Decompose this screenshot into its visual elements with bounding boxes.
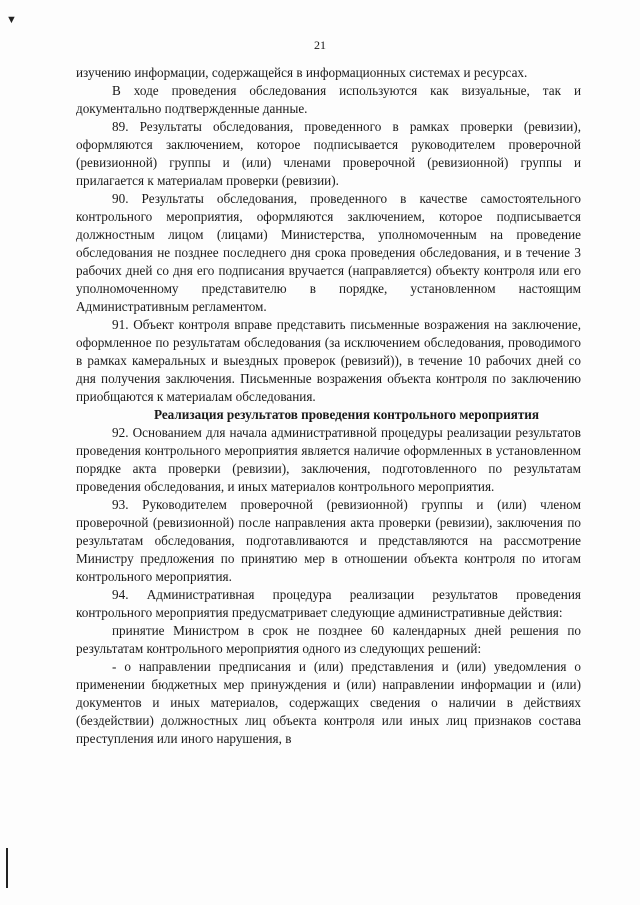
paragraph-93: 93. Руководителем проверочной (ревизионной) группы и (или) членом проверочной (ревизионной) после направления акта проверки (ревизии), заключения по результатам обследования, подготавливаются и представляются на рассмотрение Министру предложения по принятию мер в отношении объекта контроля по итогам контрольного мероприятия. [76, 497, 581, 584]
paragraph: изучению информации, содержащейся в информационных системах и ресурсах. [76, 65, 528, 80]
section-heading: Реализация результатов проведения контрольного мероприятия [153, 407, 540, 422]
page-number: 21 [314, 38, 326, 52]
paragraph-94: 94. Административная процедура реализации результатов проведения контрольного мероприятия предусматривает следующие административные действия: [76, 587, 581, 620]
paragraph-92: 92. Основанием для начала административной процедуры реализации результатов проведения контрольного мероприятия является наличие оформленных в установленном порядке акта проверки (ревизии), заключения, подготовленного по результатам проведения обследования, и иных материалов контрольного мероприятия. [76, 425, 581, 494]
paragraph: В ходе проведения обследования используются как визуальные, так и документально подтвержденные данные. [76, 83, 581, 116]
scan-edge-line [6, 848, 8, 888]
paragraph-91: 91. Объект контроля вправе представить письменные возражения на заключение, оформленное по результатам обследования (за исключением обследования, проводимого в рамках камеральных и выездных проверок (ревизий)), в течение 10 рабочих дней со дня получения заключения. Письменные возражения объекта контроля по заключению приобщаются к материалам обследования. [76, 317, 581, 404]
list-item: - о направлении предписания и (или) представления и (или) уведомления о применении бюджетных мер принуждения и (или) направлении информации и (или) документов и иных материалов, содержащих сведения о наличии в действиях (бездействии) должностных лиц объекта контроля или иных лиц признаков состава преступления или иного нарушения, в [76, 659, 581, 746]
scan-corner-mark: ▼ [6, 14, 17, 26]
document-body [76, 64, 581, 748]
paragraph: принятие Министром в срок не позднее 60 календарных дней решения по результатам контрольного мероприятия одного из следующих решений: [76, 623, 581, 656]
paragraph-89: 89. Результаты обследования, проведенного в рамках проверки (ревизии), оформляются заключением, которое подписывается руководителем проверочной (ревизионной) группы и (или) членами проверочной (ревизионной) группы и прилагается к материалам проверки (ревизии). [76, 119, 581, 188]
paragraph-90: 90. Результаты обследования, проведенного в качестве самостоятельного контрольного мероприятия, оформляются заключением, которое подписывается должностным лицом (лицами) Министерства, уполномоченным на проведение обследования не позднее последнего дня срока проведения обследования, и в течение 3 рабочих дней со дня его подписания вручается (направляется) объекту контроля или его уполномоченному представителю в порядке, установленном настоящим Административным регламентом. [76, 191, 581, 314]
